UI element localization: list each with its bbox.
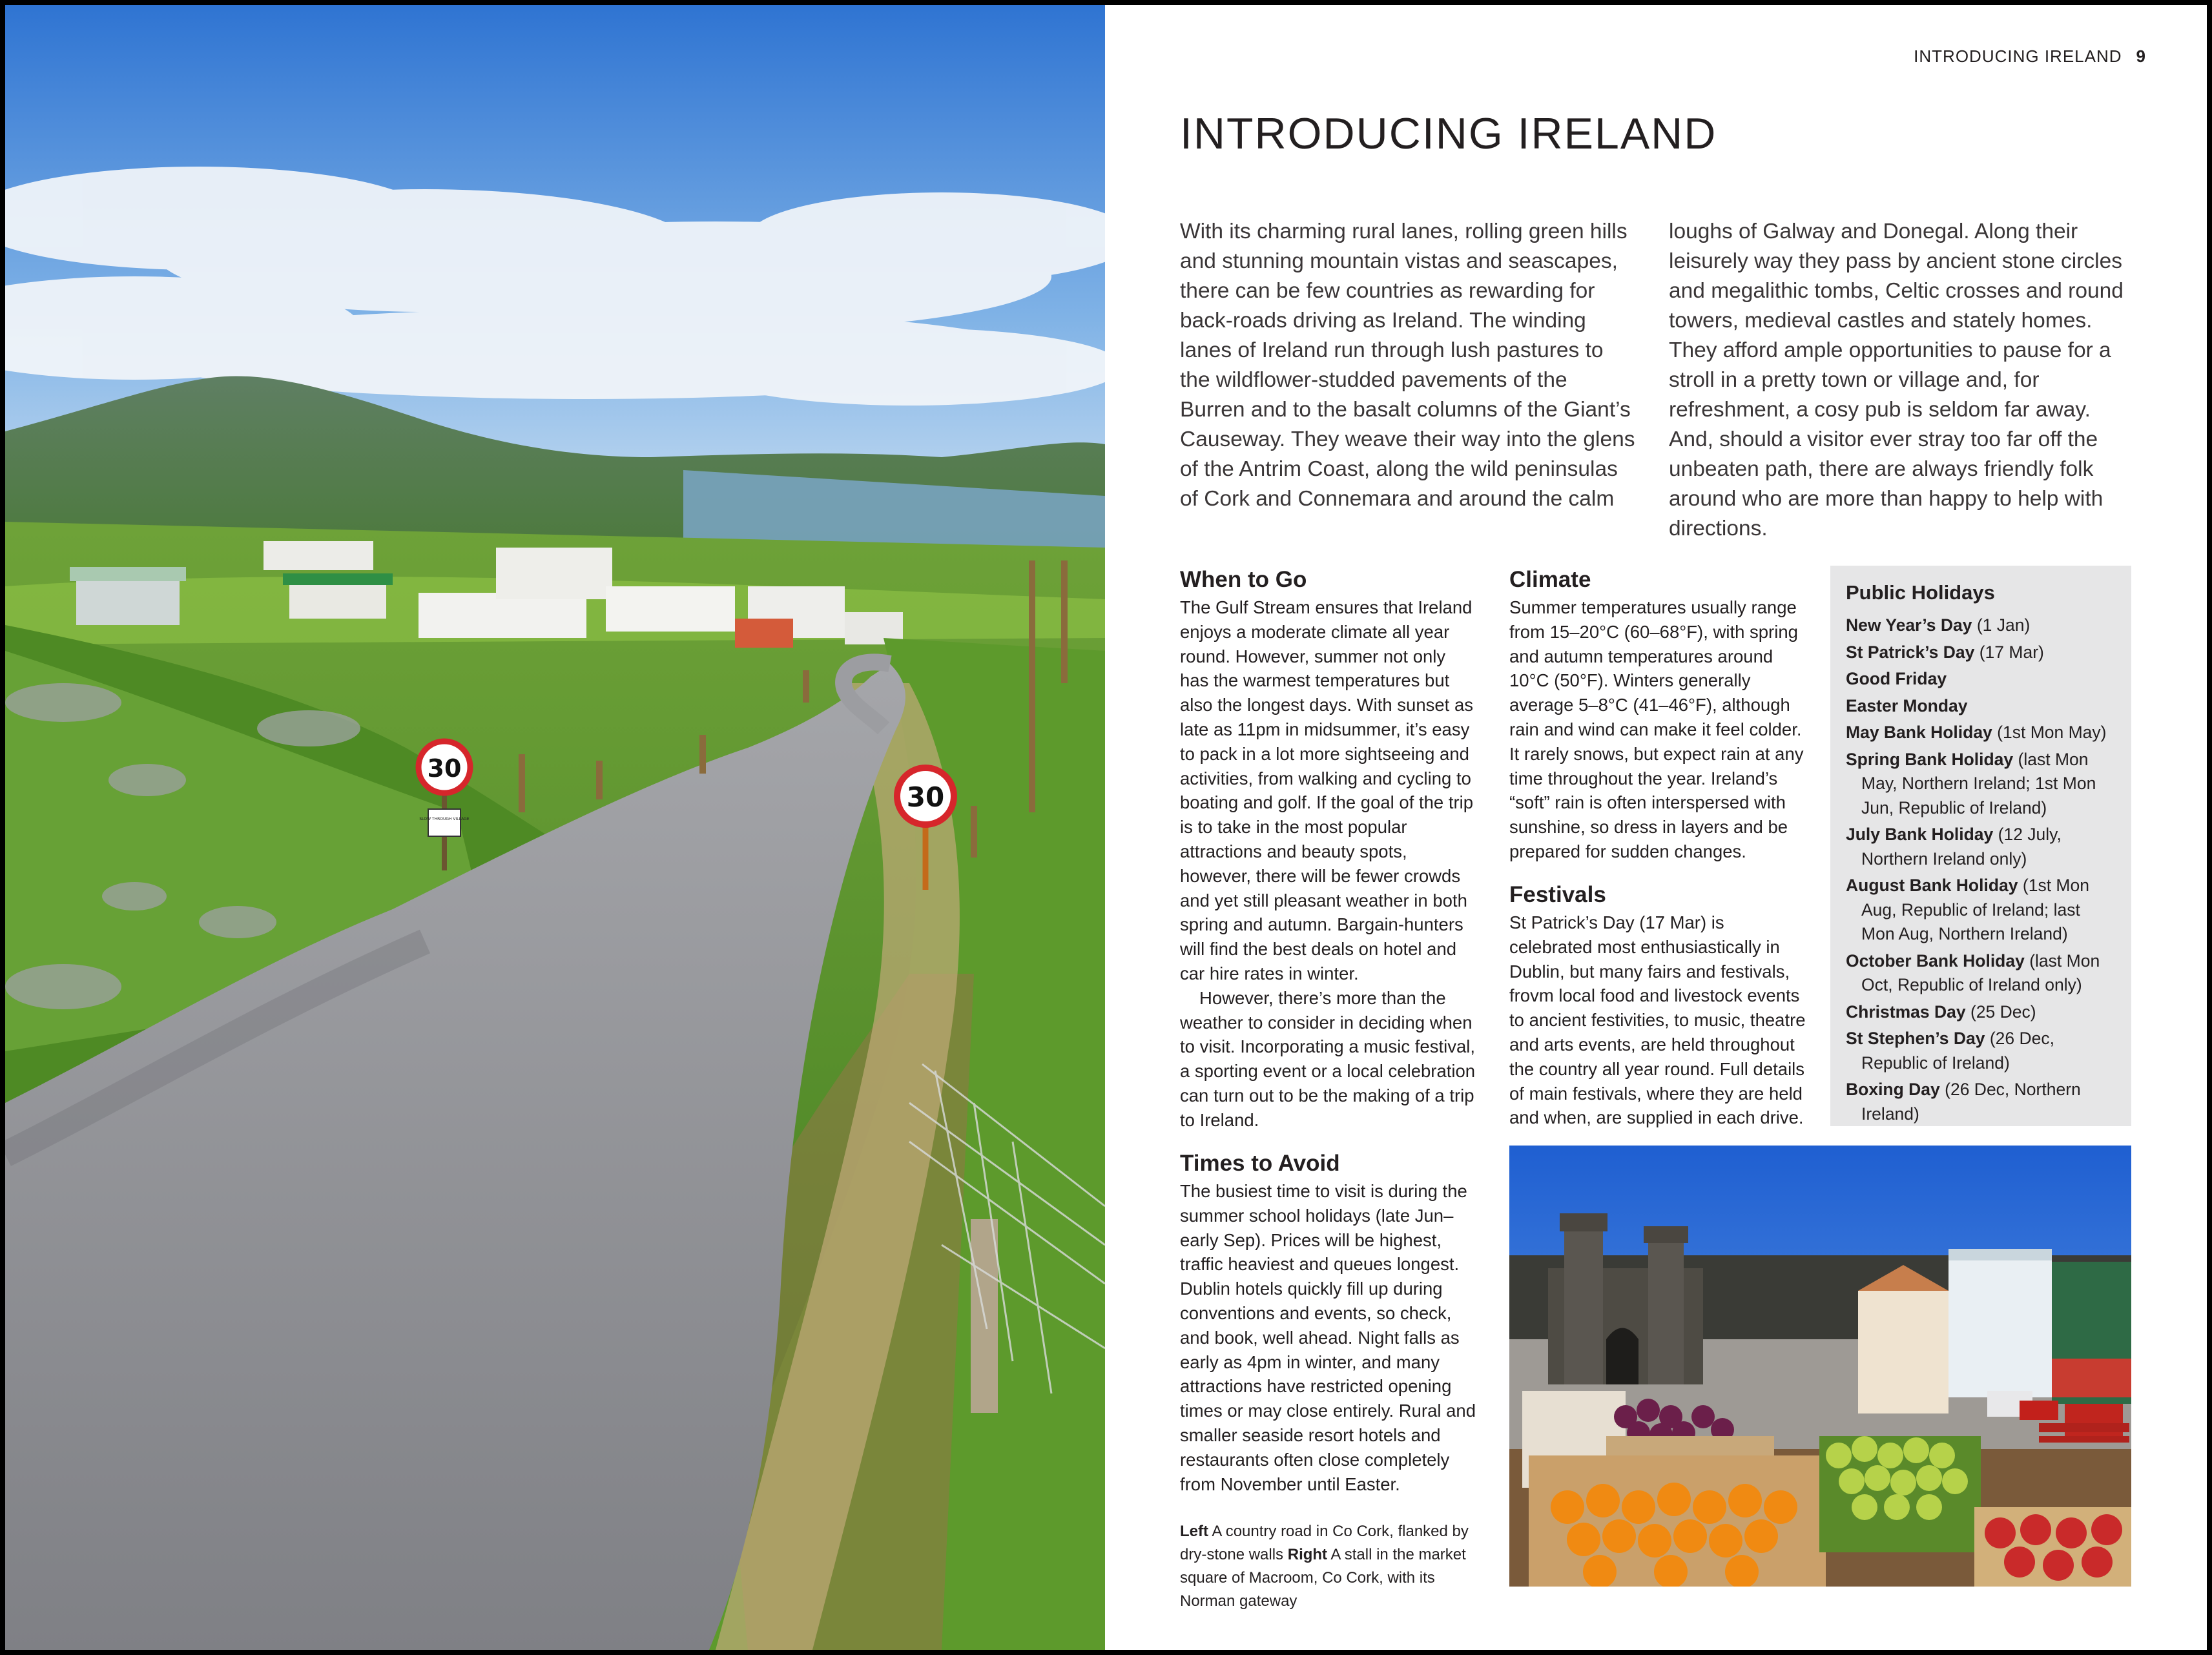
intro-column-1: With its charming rural lanes, rolling green hills and stunning mountain vistas and seascapes, there can be few countries as rewarding for back-roads driving as Ireland. The winding lanes of Ireland run through lush pastures to the wildflower-studded pavements of the Burren and to the basalt columns of the Giant’s Causeway. They weave their way into the glens of the Antrim Coast, along the wild peninsulas of Cork and Connemara and around the calm bbox=[1180, 220, 1635, 511]
climate-section bbox=[1509, 566, 1806, 864]
when-to-go-section bbox=[1180, 566, 1477, 1133]
when-to-go-paragraph-2: However, there’s more than the weather to consider in deciding when to visit. Incorporating a music festival, a sporting event or a local celebration can turn out to be the making of a trip to Ireland. bbox=[1180, 987, 1476, 1130]
festivals-section bbox=[1509, 881, 1806, 1130]
holiday-item: St Patrick’s Day (17 Mar) bbox=[1846, 642, 2044, 662]
holiday-item: Good Friday bbox=[1846, 669, 1947, 688]
times-to-avoid-section bbox=[1180, 1149, 1477, 1496]
photo-caption: Left A country road in Co Cork, flanked by dry-stone walls Right A stall in the market square of Macroom, Co Cork, with its Norman gateway bbox=[1180, 1523, 1469, 1610]
when-to-go-paragraph-1: The Gulf Stream ensures that Ireland enjoys a moderate climate all year round. However, summer not only has the warmest temperatures but also the longest days. With sunset as late as 11pm in midsummer, it’s easy to pack in a lot more sightseeing and activities, from walking and cycling to boating and golf. If the goal of the trip is to take in the most popular attractions and beauty spots, however, there will be fewer crowds and yet still pleasant weather in both spring and autumn. Bargain-hunters will find the best deals on hotel and car hire rates in winter. bbox=[1180, 597, 1474, 983]
public-holidays-box bbox=[1830, 566, 2131, 1126]
page-title: INTRODUCING IRELAND bbox=[1180, 109, 1717, 158]
holiday-item: New Year’s Day (1 Jan) bbox=[1846, 615, 2031, 635]
intro-column-2: loughs of Galway and Donegal. Along their leisurely way they pass by ancient stone circles and megalithic tombs, Celtic crosses and round towers, medieval castles and stately homes. They afford ample opportunities to pause for a stroll in a pretty town or village and, for refreshment, a cosy pub is seldom far away. And, should a visitor ever stray too far off the unbeaten path, there are always friendly folk around who are more than happy to help with directions. bbox=[1669, 220, 2124, 540]
when-to-go-heading: When to Go bbox=[1180, 567, 1307, 592]
holiday-item: Easter Monday bbox=[1846, 695, 1968, 715]
svg-text:30: 30 bbox=[906, 781, 945, 813]
svg-text:SLOW THROUGH VILLAGE: SLOW THROUGH VILLAGE bbox=[419, 817, 470, 821]
holiday-item: July Bank Holiday (12 July, Northern Ireland only) bbox=[1846, 825, 2062, 869]
public-holidays-list bbox=[1846, 613, 2116, 1126]
climate-paragraph: Summer temperatures usually range from 15–20°C (60–68°F), with spring and autumn temperatures around 10°C (50°F). Winters generally average 5–8°C (41–46°F), although rain and wind can make it feel colder. It rarely snows, but expect rain at any time throughout the year. Ireland’s “soft” rain is often interspersed with sunshine, so dress in layers and be prepared for sudden changes. bbox=[1509, 597, 1804, 861]
page-number: 9 bbox=[2136, 46, 2146, 66]
holiday-item: Christmas Day (25 Dec) bbox=[1846, 1002, 2036, 1022]
running-head-section: INTRODUCING IRELAND bbox=[1914, 46, 2122, 66]
market-stall-photo bbox=[1509, 1146, 2131, 1587]
holiday-item: Spring Bank Holiday (last Mon May, Northern Ireland; 1st Mon Jun, Republic of Ireland) bbox=[1846, 749, 2096, 817]
book-spread bbox=[5, 5, 2207, 1650]
climate-heading: Climate bbox=[1509, 567, 1591, 592]
running-head bbox=[1914, 46, 2146, 67]
holiday-item: Boxing Day (26 Dec, Northern Ireland) bbox=[1846, 1080, 2081, 1124]
holiday-item: May Bank Holiday (1st Mon May) bbox=[1846, 723, 2107, 742]
times-to-avoid-paragraph: The busiest time to visit is during the summer school holidays (late Jun–early Sep). Prices will be highest, traffic heaviest and queues longest. Dublin hotels quickly fill up during conventions and events, so check, and book, well ahead. Night falls as early as 4pm in winter, and many attractions have restricted opening times or may close entirely. Rural and smaller seaside resort hotels and restaurants often close completely from November until Easter. bbox=[1180, 1181, 1476, 1494]
public-holidays-heading: Public Holidays bbox=[1846, 581, 1995, 604]
country-road-photo bbox=[5, 5, 1105, 1650]
right-page bbox=[1105, 5, 2207, 1650]
svg-text:30: 30 bbox=[427, 754, 462, 783]
times-to-avoid-heading: Times to Avoid bbox=[1180, 1151, 1340, 1176]
holiday-item: St Stephen’s Day (26 Dec, Republic of Ireland) bbox=[1846, 1029, 2055, 1073]
festivals-heading: Festivals bbox=[1509, 882, 1606, 907]
festivals-paragraph: St Patrick’s Day (17 Mar) is celebrated most enthusiastically in Dublin, but many fairs and festivals, frovm local food and livestock events to ancient festivities, to music, theatre and arts events, are held throughout the country all year round. Full details of main festivals, where they are held and when, are supplied in each drive. bbox=[1509, 912, 1806, 1128]
holiday-item: August Bank Holiday (1st Mon Aug, Republic of Ireland; last Mon Aug, Northern Ireland) bbox=[1846, 876, 2089, 943]
holiday-item: October Bank Holiday (last Mon Oct, Republic of Ireland only) bbox=[1846, 951, 2100, 994]
